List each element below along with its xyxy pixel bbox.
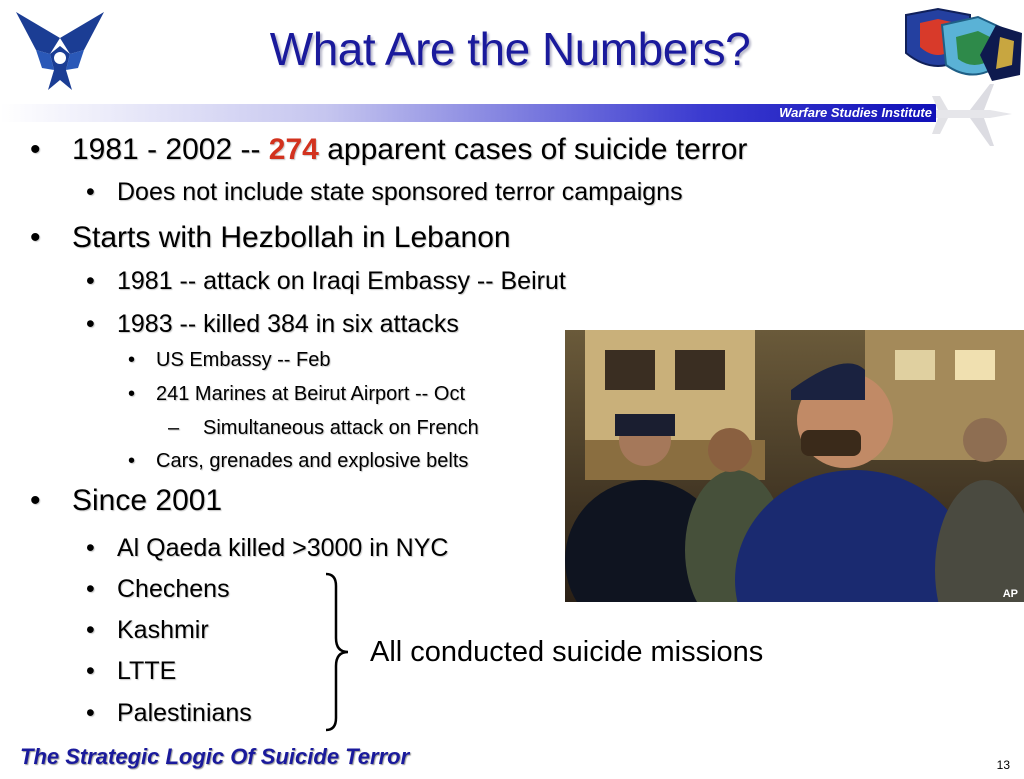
sub-bullet-text: Chechens	[117, 575, 230, 603]
sub-bullet-palestinians	[86, 699, 252, 728]
bullet-marker: •	[128, 349, 136, 371]
bullet-marker: •	[30, 133, 41, 166]
sub-bullet-text: Al Qaeda killed >3000 in NYC	[117, 534, 449, 562]
news-photo-image	[565, 330, 1024, 602]
dash-item-text: Simultaneous attack on French	[203, 417, 479, 439]
bullet-marker: •	[128, 450, 136, 472]
curly-brace-icon	[322, 572, 352, 732]
sub-bullet-text: 1981 -- attack on Iraqi Embassy -- Beirut	[117, 267, 566, 295]
sub-bullet-1983	[86, 310, 459, 339]
sub-bullet-kashmir	[86, 616, 209, 645]
bullet-cases-suffix: apparent cases of suicide terror	[318, 133, 748, 166]
bullet-marker: •	[86, 534, 95, 562]
sub-bullet-text: 1983 -- killed 384 in six attacks	[117, 310, 459, 338]
sub-bullet-chechens	[86, 575, 230, 604]
bullet-marker: •	[30, 221, 41, 254]
dash-item-french	[168, 417, 479, 440]
bullet-text: Since 2001	[72, 484, 223, 517]
sub-bullet-text: Kashmir	[117, 616, 209, 644]
bullet-marker: •	[86, 575, 95, 603]
page-number: 13	[996, 758, 1010, 772]
sub-bullet-text: LTTE	[117, 657, 177, 685]
sub-bullet-ltte	[86, 657, 176, 686]
photo-credit: AP	[1002, 588, 1018, 600]
sub-bullet-text: Does not include state sponsored terror campaigns	[117, 178, 683, 206]
bullet-text: Starts with Hezbollah in Lebanon	[72, 221, 511, 254]
sub-bullet-text: Palestinians	[117, 699, 252, 727]
bullet-marker: •	[86, 699, 95, 727]
bullet-marker: •	[86, 267, 95, 295]
bullet-marker: •	[86, 178, 95, 206]
slide-title: What Are the Numbers?	[269, 23, 751, 75]
sub-bullet-iraqi-embassy	[86, 267, 566, 296]
bullet-since-2001	[30, 484, 222, 518]
sub-sub-bullet-cars	[128, 450, 468, 473]
sub-sub-bullet-marines	[128, 383, 465, 406]
bullet-marker: •	[30, 484, 41, 517]
jet-silhouette-icon	[930, 80, 1024, 150]
sub-sub-bullet-text: Cars, grenades and explosive belts	[156, 450, 469, 472]
seals-emblem-icon	[896, 5, 1024, 87]
bullet-marker: •	[86, 616, 95, 644]
sub-sub-bullet-us-embassy	[128, 349, 330, 372]
news-photo	[565, 330, 1024, 602]
cases-count: 274	[268, 133, 319, 166]
sub-bullet-state-sponsored	[86, 178, 683, 207]
bullet-cases	[30, 133, 747, 167]
footer-title: The Strategic Logic Of Suicide Terror	[20, 744, 410, 769]
institute-label: Warfare Studies Institute	[779, 105, 932, 120]
sub-sub-bullet-text: 241 Marines at Beirut Airport -- Oct	[156, 383, 466, 405]
bullet-marker: •	[86, 310, 95, 338]
sub-bullet-al-qaeda	[86, 534, 448, 563]
bullet-marker: •	[86, 657, 95, 685]
brace-annotation: All conducted suicide missions	[370, 636, 764, 668]
bullet-hezbollah	[30, 221, 511, 255]
sub-sub-bullet-text: US Embassy -- Feb	[156, 349, 331, 371]
bullet-cases-prefix: 1981 - 2002 --	[72, 133, 269, 166]
air-force-logo-icon	[12, 10, 108, 94]
dash-marker: –	[168, 417, 180, 439]
bullet-marker: •	[128, 383, 136, 405]
